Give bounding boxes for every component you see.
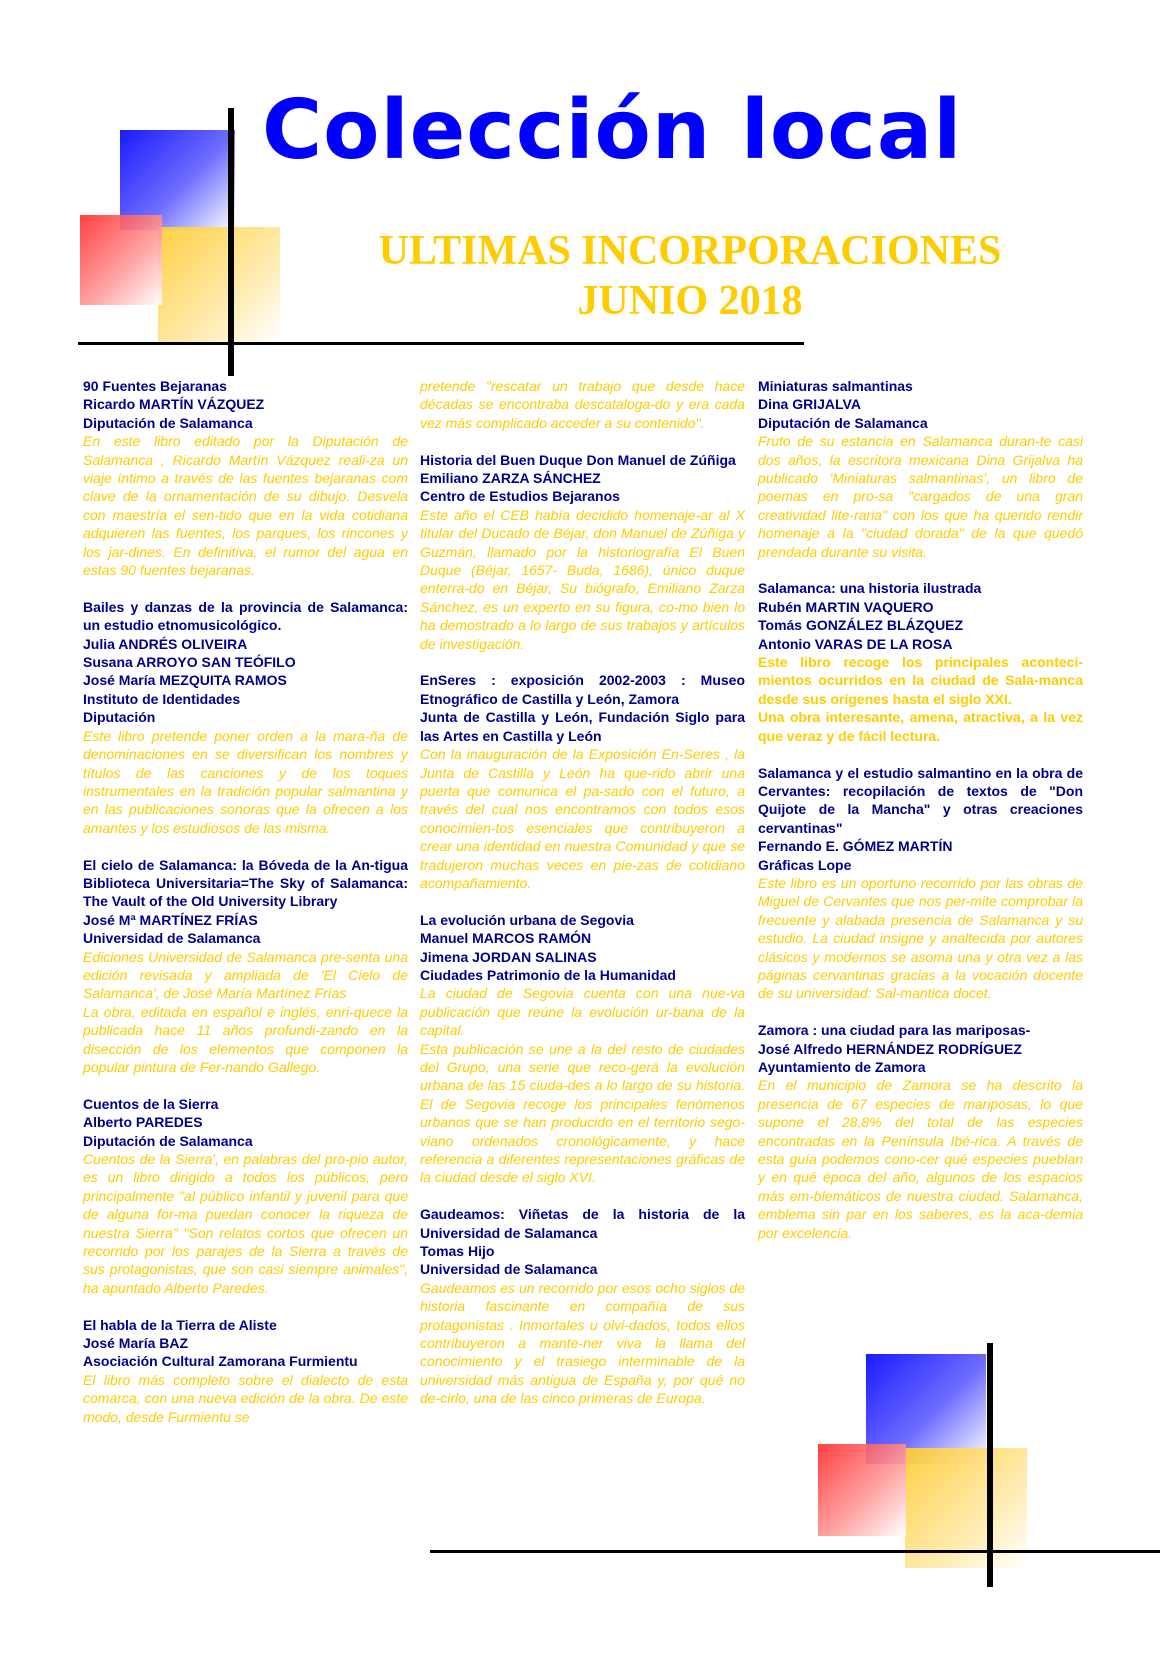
- entry-title: EnSeres : exposición 2002-2003 : Museo Etnográfico de Castilla y León, Zamora: [420, 672, 745, 707]
- decor-red-square-bottom: [818, 1444, 906, 1536]
- entry-description: Este libro es un oportuno recorrido por las obras de Miguel de Cervantes que nos per-mite comprobar la frecuente y alabada presencia de Salamanca y su estudio. La ciudad insigne y analtecida por autores clásicos y modernos se asoma una y otra vez a las páginas cervantinas gracias a la vocación docente de su universidad: Sal-mantica docet.: [758, 874, 1083, 1002]
- decor-gold-square-top: [158, 227, 280, 342]
- catalog-entry: [758, 579, 1083, 745]
- decor-red-square-top: [80, 215, 162, 305]
- entry-credit: Gráficas Lope: [758, 856, 852, 873]
- entry-description: Esta publicación se une a la del resto de ciudades del Grupo, una serie que reco-gerá la evolución urbana de las 15 ciuda-des a lo largo de su historia. El de Segovia recoge los principales fenómenos urbanos que se han producido en el territorio sego-viano ordenados cronológicamente, y hace referencia a diferentes representaciones gráficas de la ciudad desde el siglo XVI.: [420, 1040, 745, 1186]
- catalog-entry: [83, 598, 408, 837]
- continued-description: pretende "rescatar un trabajo que desde hace décadas se encontraba descataloga-do y era cada vez más complicado acceder a su contenido".: [420, 378, 745, 431]
- entry-credit: Fernando E. GÓMEZ MARTÍN: [758, 838, 953, 855]
- entry-title: Bailes y danzas de la provincia de Salamanca: un estudio etnomusicológico.: [83, 598, 408, 634]
- subtitle-line-1: ULTIMAS INCORPORACIONES: [378, 228, 1002, 274]
- column-2: [420, 377, 745, 1426]
- entry-title: Miniaturas salmantinas: [758, 378, 913, 394]
- entry-credit: Jimena JORDAN SALINAS: [420, 948, 597, 965]
- entry-credit: José Alfredo HERNÁNDEZ RODRÍGUEZ: [758, 1040, 1022, 1057]
- entry-title: El cielo de Salamanca: la Bóveda de la An-tigua Biblioteca Universitaria=The Sky of Salamanca: The Vault of the Old University Library: [83, 856, 408, 910]
- entry-credit: Ayuntamiento de Zamora: [758, 1058, 926, 1075]
- entry-credit: José María MEZQUITA RAMOS: [83, 672, 287, 689]
- entry-credit: José María BAZ: [83, 1335, 189, 1352]
- entry-title: El habla de la Tierra de Aliste: [83, 1316, 277, 1333]
- entry-description: Gaudeamos es un recorrido por esos ocho siglos de historia fascinante en compañía de sus protagonistas . Inmortales u olvi-dados, todos ellos contribuyeron a mante-ner viva la llama del conocimiento y el trasiego interminable de la universidad más antigua de España y, por qué no de-cirlo, una de las cinco primeras de Europa.: [420, 1279, 745, 1407]
- entry-credit: Diputación de Salamanca: [83, 1132, 253, 1149]
- entry-credit: Universidad de Salamanca: [83, 930, 261, 947]
- entry-description: En el municipio de Zamora se ha descrito la presencia de 67 especies de mariposas, lo que supone el 28,8% del total de las especies encontradas en la Península Ibé-rica. A través de esta guía podemos cono-cer qué especies pueblan y en qué época del año, algunos de los espacios más em-blemáticos de nuestra ciudad. Salamanca, emblema sin par en los saberes, es la aca-demia por excelencia.: [758, 1077, 1083, 1241]
- entry-description: El libro más completo sobre el dialecto de esta comarca, con una nueva edición de la obra. De este modo, desde Furmientu se: [83, 1371, 408, 1425]
- entry-credit: Diputación: [83, 709, 156, 726]
- catalog-entry: [83, 856, 408, 1077]
- entry-credit: Asociación Cultural Zamorana Furmientu: [83, 1353, 358, 1370]
- entry-credit: José Mª MARTÍNEZ FRÍAS: [83, 911, 258, 928]
- entry-credit: Tomás GONZÁLEZ BLÁZQUEZ: [758, 617, 964, 634]
- entry-title: Historia del Buen Duque Don Manuel de Zúñiga: [420, 451, 736, 468]
- entry-description: Este libro pretende poner orden a la mara-ña de denominaciones en se diversifican los nombres y títulos de las canciones y de los toques instrumentales en la tradición popular salmantina y en las publicaciones sonoras que la ofrecen a los amantes y los estudiosos de las misma.: [83, 727, 408, 836]
- entry-credit: Universidad de Salamanca: [420, 1261, 598, 1278]
- entry-credit: Alberto PAREDES: [83, 1114, 203, 1131]
- entry-credit: Ricardo MARTÍN VÁZQUEZ: [83, 396, 265, 413]
- entry-credit: Tomas Hijo: [420, 1243, 495, 1260]
- entry-description: En este libro editado por la Diputación de Salamanca , Ricardo Martín Vázquez reali-za un viaje íntimo a través de las fuentes bejaranas com clave de la ornamentación de su dibujo. Desvela con maestría el sen-tido que en la vida cotidiana adquieren las fuentes, los parques, los rincones y los jar-dines. En definitiva, el rumor del agua en estas 90 fuentes bejaranas.: [83, 433, 408, 579]
- entry-credit: Diputación de Salamanca: [83, 414, 253, 431]
- page-title: Colección local: [262, 83, 963, 178]
- catalog-entry: [420, 671, 745, 892]
- entry-title: Salamanca y el estudio salmantino en la obra de Cervantes: recopilación de textos de "Don Quijote de la Mancha" y otras creaciones cervantinas": [758, 764, 1083, 836]
- catalog-entry: [420, 451, 745, 653]
- column-1: [83, 377, 408, 1444]
- entry-title: Gaudeamos: Viñetas de la historia de la Universidad de Salamanca: [420, 1206, 745, 1241]
- entry-credit: Centro de Estudios Bejaranos: [420, 488, 620, 505]
- entry-credit: Antonio VARAS DE LA ROSA: [758, 635, 953, 652]
- decor-horizontal-line-bottom: [430, 1550, 1160, 1553]
- entry-title: Cuentos de la Sierra: [83, 1095, 219, 1112]
- decor-horizontal-line-top: [78, 342, 804, 345]
- entry-title: Salamanca: una historia ilustrada: [758, 580, 982, 597]
- entry-credit: Ciudades Patrimonio de la Humanidad: [420, 966, 676, 983]
- entry-description: Fruto de su estancia en Salamanca duran-te casi dos años, la escritora mexicana Dina Grijalva ha publicado 'Miniaturas salmantinas', un libro de poemas en pro-sa "cargados de una gran creatividad lite-raria" con los que ha querido rendir homenaje a la "ciudad dorada" de la que quedó prendada durante su visita.: [758, 433, 1083, 560]
- catalog-entry: [83, 1316, 408, 1426]
- entry-credit: Emiliano ZARZA SÁNCHEZ: [420, 470, 601, 487]
- entry-credit: Rubén MARTIN VAQUERO: [758, 598, 934, 615]
- catalog-entry: [758, 764, 1083, 1003]
- entry-title: 90 Fuentes Bejaranas: [83, 378, 227, 394]
- entry-credit: Instituto de Identidades: [83, 690, 241, 707]
- entry-description: Con la inauguración de la Exposición En-Seres , la Junta de Castilla y León ha que-rido abrir una puerta que comunica el pa-sado con el futuro, a través del cual nos encontramos con todos esos conocimien-tos esenciales que contribuyeron a crear una identidad en nuestra Comunidad y que se tradujeron muchas veces en pie-zas de cotidiano acompañamiento.: [420, 746, 745, 891]
- entry-title: Zamora : una ciudad para las mariposas-: [758, 1022, 1031, 1039]
- column-3: [758, 377, 1083, 1260]
- entry-description: Cuentos de la Sierra', en palabras del pro-pio autor, es un libro dirigido a todos los públicos, pero principalmente "al público infantil y juvenil para que de alguna for-ma puedan conocer la riqueza de nuestra Sierra" "Son relatos cortos que ofrecen un recorrido por los parajes de la Sierra a través de sus protagonistas, que son casi siempre animales", ha apuntado Alberto Paredes.: [83, 1151, 408, 1296]
- entry-description: Una obra interesante, amena, atractiva, a la vez que veraz y de fácil lectura.: [758, 709, 1083, 744]
- catalog-entry: [83, 1095, 408, 1297]
- catalog-entry: [83, 377, 408, 579]
- entry-credit: Manuel MARCOS RAMÓN: [420, 930, 592, 947]
- entry-credit: Susana ARROYO SAN TEÓFILO: [83, 654, 296, 671]
- catalog-entry: [758, 1021, 1083, 1242]
- catalog-entry: [758, 377, 1083, 561]
- subtitle-line-2: JUNIO 2018: [577, 278, 803, 324]
- entry-description: La ciudad de Segovia cuenta con una nue-va publicación que reúne la evolución ur-bana de la capital.: [420, 985, 745, 1039]
- catalog-entry: [420, 911, 745, 1187]
- entry-description: Este año el CEB había decidido homenaje-ar al X titular del Ducado de Béjar, don Manuel de Zúñiga y Guzmán, llamado por la historiografía El Buen Duque (Béjar, 1657- Buda, 1686), único duque enterra-do en Béjar, Su biógrafo, Emiliano Zarza Sánchez, es un experto en su figura, co-mo bien lo ha demostrado a lo largo de sus trabajos y artículos de investigación.: [420, 506, 745, 652]
- entry-credit: Diputación de Salamanca: [758, 414, 928, 431]
- entry-description: Ediciones Universidad de Salamanca pre-senta una edición revisada y ampliada de 'El Cielo de Salamanca', de José María Martínez Frías: [83, 948, 408, 1002]
- entry-description: Este libro recoge los principales aconteci-mientos ocurridos en la ciudad de Sala-manca desde sus orígenes hasta el siglo XXI.: [758, 654, 1083, 707]
- entry-description: La obra, editada en español e inglés, enri-quece la publicada hace 11 años profundi-zando en la disección de los elementos que componen la popular pintura de Fer-nando Gallego.: [83, 1003, 408, 1075]
- entry-credit: Dina GRIJALVA: [758, 396, 861, 413]
- entry-title: La evolución urbana de Segovia: [420, 911, 634, 928]
- catalog-entry: [420, 1205, 745, 1407]
- entry-credit: Julia ANDRÉS OLIVEIRA: [83, 635, 248, 652]
- decor-vertical-line-top: [228, 108, 234, 376]
- entry-credit: Junta de Castilla y León, Fundación Siglo para las Artes en Castilla y León: [420, 709, 745, 744]
